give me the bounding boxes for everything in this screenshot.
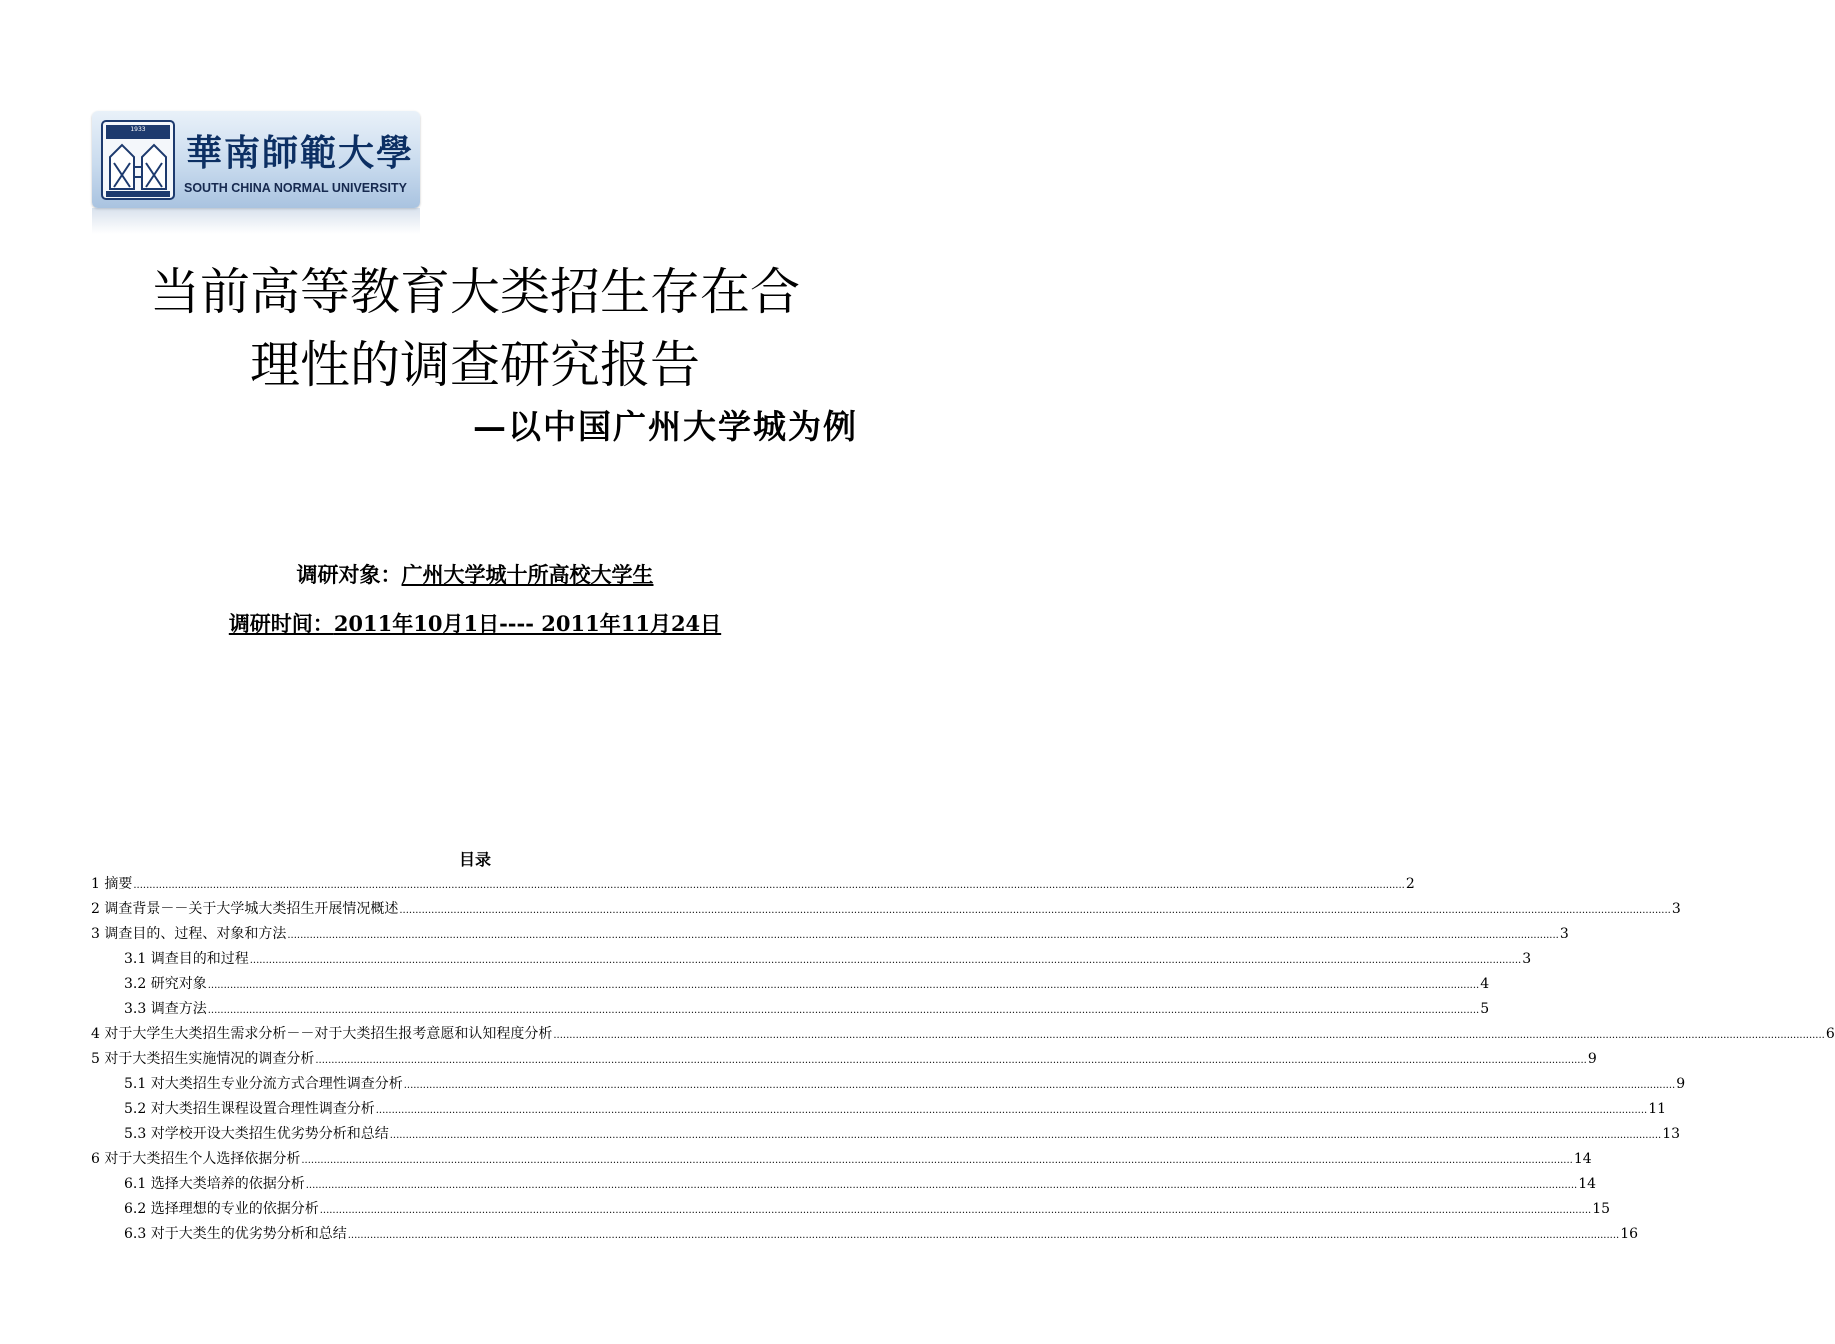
toc-entry[interactable] (91, 1122, 1681, 1147)
toc-entry-label: 6 对于大类招生个人选择依据分析 (91, 1151, 301, 1167)
toc-entry[interactable] (91, 1147, 1592, 1172)
toc-leader-dots: ................................................................................................................................................................................................................................................................................................................................................................................................................ (399, 905, 1671, 916)
report-title-line-1: 当前高等教育大类招生存在合 (150, 263, 800, 321)
toc-leader-dots: ................................................................................................................................................................................................................................................................................................................................................................................................................ (207, 1005, 1480, 1016)
toc-entry-page: 4 (1480, 976, 1490, 992)
toc-entry-page: 13 (1662, 1126, 1681, 1142)
toc-entry-label: 4 对于大学生大类招生需求分析－－对于大类招生报考意愿和认知程度分析 (91, 1026, 553, 1042)
toc-entry-page: 3 (1559, 926, 1569, 942)
survey-object-label: 调研对象： (296, 562, 402, 587)
toc-entry-page: 11 (1648, 1101, 1667, 1117)
toc-entry-label: 3.1 调查目的和过程 (124, 951, 249, 967)
university-emblem-icon (100, 119, 176, 201)
survey-time (0, 609, 950, 639)
toc-entry[interactable] (91, 1072, 1686, 1097)
toc-leader-dots: ................................................................................................................................................................................................................................................................................................................................................................................................................ (315, 1055, 1587, 1066)
toc-entry[interactable] (91, 1047, 1597, 1072)
toc-entry[interactable] (91, 1097, 1667, 1122)
toc-heading: 目录 (458, 850, 491, 869)
toc-leader-dots: ................................................................................................................................................................................................................................................................................................................................................................................................................ (301, 1155, 1573, 1166)
toc-entry[interactable] (91, 947, 1532, 972)
survey-object (0, 560, 950, 590)
toc-entry-label: 3.3 调查方法 (124, 1001, 207, 1017)
toc-entry[interactable] (91, 897, 1681, 922)
toc-leader-dots: ................................................................................................................................................................................................................................................................................................................................................................................................................ (403, 1080, 1676, 1091)
toc-entry-page: 9 (1587, 1051, 1597, 1067)
survey-time-value: 2011年10月1日---- 2011年11月24日 (333, 611, 722, 636)
toc-leader-dots: ................................................................................................................................................................................................................................................................................................................................................................................................................ (287, 930, 1559, 941)
toc-entry-page: 16 (1620, 1226, 1639, 1242)
logo-chinese-name: 華南師範大學 (186, 132, 415, 174)
toc-entry-page: 5 (1480, 1001, 1490, 1017)
toc-leader-dots: ................................................................................................................................................................................................................................................................................................................................................................................................................ (249, 955, 1522, 966)
toc-entry-page: 2 (1405, 876, 1415, 892)
toc-entry-label: 1 摘要 (91, 876, 133, 892)
toc-leader-dots: ................................................................................................................................................................................................................................................................................................................................................................................................................ (347, 1230, 1620, 1241)
toc-entry[interactable] (91, 1222, 1639, 1247)
toc-entry-page: 9 (1676, 1076, 1686, 1092)
toc-leader-dots: ................................................................................................................................................................................................................................................................................................................................................................................................................ (375, 1105, 1648, 1116)
toc-entry-label: 6.2 选择理想的专业的依据分析 (124, 1201, 319, 1217)
toc-entry[interactable] (91, 1022, 1835, 1047)
toc-leader-dots: ................................................................................................................................................................................................................................................................................................................................................................................................................ (319, 1205, 1592, 1216)
toc-entry[interactable] (91, 872, 1415, 897)
toc-entry-label: 5.2 对大类招生课程设置合理性调查分析 (124, 1101, 375, 1117)
toc-entry-label: 6.3 对于大类生的优劣势分析和总结 (124, 1226, 347, 1242)
toc-entry-label: 5.3 对学校开设大类招生优劣势分析和总结 (124, 1126, 389, 1142)
table-of-contents (91, 872, 1835, 1247)
toc-entry[interactable] (91, 922, 1569, 947)
toc-entry-label: 5.1 对大类招生专业分流方式合理性调查分析 (124, 1076, 403, 1092)
report-subtitle: —以中国广州大学城为例 (473, 407, 858, 446)
toc-leader-dots: ................................................................................................................................................................................................................................................................................................................................................................................................................ (133, 880, 1405, 891)
university-logo (92, 111, 420, 208)
toc-entry-page: 15 (1592, 1201, 1611, 1217)
toc-entry[interactable] (91, 997, 1490, 1022)
toc-leader-dots: ................................................................................................................................................................................................................................................................................................................................................................................................................ (389, 1130, 1662, 1141)
logo-english-name: SOUTH CHINA NORMAL UNIVERSITY (184, 181, 407, 195)
toc-leader-dots: ................................................................................................................................................................................................................................................................................................................................................................................................................ (207, 980, 1480, 991)
toc-entry[interactable] (91, 1197, 1611, 1222)
toc-entry[interactable] (91, 972, 1490, 997)
toc-leader-dots: ................................................................................................................................................................................................................................................................................................................................................................................................................ (305, 1180, 1578, 1191)
toc-entry-page: 14 (1573, 1151, 1592, 1167)
toc-entry-page: 6 (1825, 1026, 1835, 1042)
toc-entry-label: 3.2 研究对象 (124, 976, 207, 992)
toc-entry-label: 5 对于大类招生实施情况的调查分析 (91, 1051, 315, 1067)
toc-entry-page: 3 (1522, 951, 1532, 967)
toc-entry-label: 6.1 选择大类培养的依据分析 (124, 1176, 305, 1192)
toc-entry-page: 3 (1671, 901, 1681, 917)
survey-time-label: 调研时间： (228, 611, 334, 636)
toc-entry-label: 3 调查目的、过程、对象和方法 (91, 926, 287, 942)
toc-leader-dots: ................................................................................................................................................................................................................................................................................................................................................................................................................ (553, 1030, 1825, 1041)
toc-entry[interactable] (91, 1172, 1597, 1197)
survey-object-value: 广州大学城十所高校大学生 (401, 562, 654, 587)
logo-reflection (92, 208, 420, 234)
emblem-year: 1933 (130, 126, 146, 133)
toc-entry-label: 2 调查背景－－关于大学城大类招生开展情况概述 (91, 901, 399, 917)
report-title-line-2: 理性的调查研究报告 (250, 336, 700, 394)
toc-entry-page: 14 (1578, 1176, 1597, 1192)
